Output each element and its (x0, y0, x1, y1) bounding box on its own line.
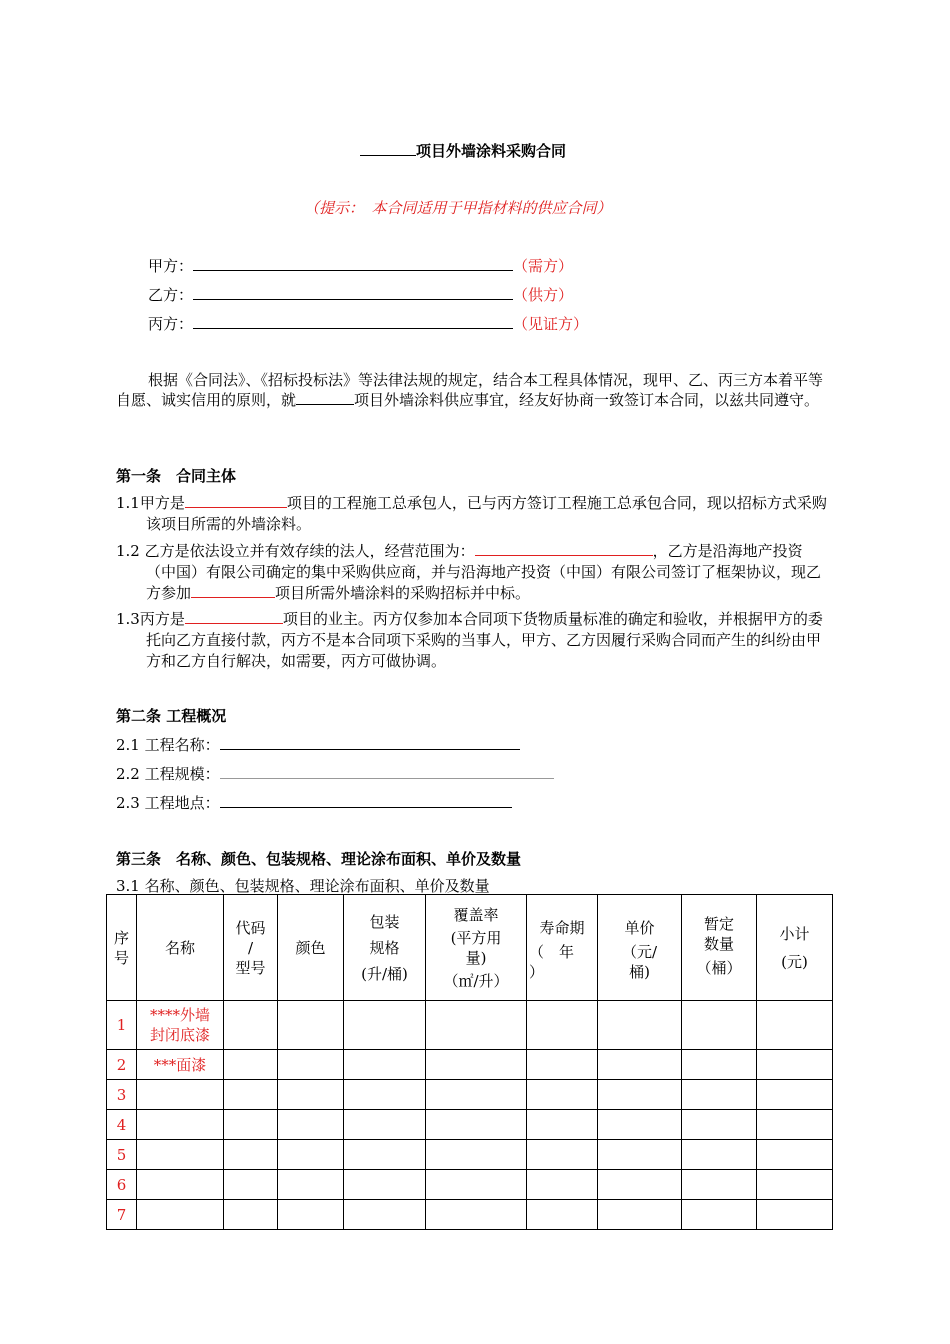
project-scale-label: 2.2 工程规模： (116, 765, 220, 783)
row-color[interactable] (278, 1200, 344, 1230)
row-seq: 2 (107, 1050, 137, 1080)
party-b-label: 乙方： (148, 286, 194, 304)
clause-1-1-pre: 1.1甲方是 (116, 494, 185, 512)
row-lifespan[interactable] (527, 1200, 598, 1230)
row-quantity[interactable] (682, 1170, 757, 1200)
row-name[interactable]: ****外墙封闭底漆 (137, 1001, 224, 1050)
header-lifespan: 寿命期 （ 年 ） (527, 895, 598, 1001)
party-a-field[interactable] (193, 270, 513, 271)
row-unit-price[interactable] (598, 1110, 682, 1140)
row-code[interactable] (224, 1200, 278, 1230)
row-coverage[interactable] (426, 1001, 527, 1050)
article2-heading: 第二条 工程概况 (116, 707, 227, 725)
project-location-row (116, 792, 512, 813)
row-name[interactable]: ***面漆 (137, 1050, 224, 1080)
table-row (107, 1080, 833, 1110)
clause-1-3 (116, 609, 832, 672)
project-scale-field[interactable] (220, 778, 554, 779)
row-seq: 4 (107, 1110, 137, 1140)
row-unit-price[interactable] (598, 1200, 682, 1230)
row-package[interactable] (344, 1080, 426, 1110)
title-text: 项目外墙涂料采购合同 (416, 142, 567, 160)
table-row (107, 1200, 833, 1230)
row-unit-price[interactable] (598, 1080, 682, 1110)
project-location-label: 2.3 工程地点： (116, 794, 220, 812)
clause-1-3-post: 项目的业主。丙方仅参加本合同项下货物质量标准的确定和验收，并根据甲方的委托向乙方直接付款，丙方不是本合同项下采购的当事人，甲方、乙方因履行采购合同而产生的纠纷由甲方和乙方自行解决，如需要，丙方可做协调。 (146, 610, 823, 670)
header-quantity: 暂定 数量 （桶） (682, 895, 757, 1001)
row-quantity[interactable] (682, 1050, 757, 1080)
row-package[interactable] (344, 1170, 426, 1200)
clause-1-2-mid: ，乙方是沿海地产投资（中国）有限公司确定的集中采购供应商，并与沿海地产投资（中国）有限公司签订了框架协议，现乙方参加 (146, 542, 822, 602)
row-coverage[interactable] (426, 1170, 527, 1200)
row-seq: 1 (107, 1001, 137, 1050)
party-c-field[interactable] (193, 328, 513, 329)
party-b (148, 284, 573, 305)
row-color[interactable] (278, 1170, 344, 1200)
row-subtotal[interactable] (757, 1170, 833, 1200)
row-color[interactable] (278, 1140, 344, 1170)
party-a-role: （需方） (513, 257, 574, 275)
row-quantity[interactable] (682, 1200, 757, 1230)
row-name[interactable] (137, 1170, 224, 1200)
party-b-role: （供方） (513, 286, 574, 304)
row-coverage[interactable] (426, 1200, 527, 1230)
row-coverage[interactable] (426, 1050, 527, 1080)
row-seq: 7 (107, 1200, 137, 1230)
row-subtotal[interactable] (757, 1050, 833, 1080)
header-coverage: 覆盖率 (平方用量) （㎡/升） (426, 895, 527, 1001)
row-coverage[interactable] (426, 1080, 527, 1110)
header-name: 名称 (137, 895, 224, 1001)
hint-note: （提示： 本合同适用于甲指材料的供应合同） (304, 199, 612, 217)
table-row (107, 1110, 833, 1140)
table-row (107, 1001, 833, 1050)
row-unit-price[interactable] (598, 1170, 682, 1200)
table-header-row (107, 895, 833, 1001)
row-subtotal[interactable] (757, 1140, 833, 1170)
row-code[interactable] (224, 1050, 278, 1080)
clause-1-1-blank[interactable] (185, 507, 287, 508)
row-name[interactable] (137, 1080, 224, 1110)
preamble-project-blank[interactable] (296, 404, 354, 405)
row-name[interactable] (137, 1200, 224, 1230)
table-row (107, 1050, 833, 1080)
row-lifespan[interactable] (527, 1140, 598, 1170)
row-coverage[interactable] (426, 1110, 527, 1140)
row-code[interactable] (224, 1080, 278, 1110)
materials-table (106, 894, 833, 1230)
article3-heading: 第三条 名称、颜色、包装规格、理论涂布面积、单价及数量 (116, 850, 522, 868)
project-name-field[interactable] (220, 749, 520, 750)
preamble-part1: 根据《合同法》、《招标投标法》等法律法规的规定，结合本工程具体情况，现甲、乙、丙三方本着平等自愿、诚实信用的原则，就 (116, 371, 824, 409)
row-package[interactable] (344, 1050, 426, 1080)
row-quantity[interactable] (682, 1001, 757, 1050)
row-seq: 5 (107, 1140, 137, 1170)
row-package[interactable] (344, 1140, 426, 1170)
preamble-part2: 项目外墙涂料供应事宜，经友好协商一致签订本合同，以兹共同遵守。 (354, 391, 820, 409)
row-color[interactable] (278, 1110, 344, 1140)
row-subtotal[interactable] (757, 1110, 833, 1140)
clause-1-2-project-blank[interactable] (191, 597, 275, 598)
table-row (107, 1140, 833, 1170)
project-name-row (116, 734, 520, 755)
article3-sub: 3.1 名称、颜色、包装规格、理论涂布面积、单价及数量 (116, 877, 490, 895)
party-c-role: （见证方） (513, 315, 589, 333)
party-a (148, 255, 573, 276)
header-package: 包装 规格 (升/桶) (344, 895, 426, 1001)
row-code[interactable] (224, 1140, 278, 1170)
party-a-label: 甲方： (148, 257, 194, 275)
row-seq: 6 (107, 1170, 137, 1200)
row-lifespan[interactable] (527, 1080, 598, 1110)
row-seq: 3 (107, 1080, 137, 1110)
clause-1-2-pre: 1.2 乙方是依法设立并有效存续的法人，经营范围为： (116, 542, 475, 560)
row-subtotal[interactable] (757, 1080, 833, 1110)
row-subtotal[interactable] (757, 1200, 833, 1230)
row-lifespan[interactable] (527, 1170, 598, 1200)
row-code[interactable] (224, 1110, 278, 1140)
header-seq: 序号 (107, 895, 137, 1001)
row-lifespan[interactable] (527, 1001, 598, 1050)
row-code[interactable] (224, 1170, 278, 1200)
clause-1-3-blank[interactable] (185, 623, 283, 624)
row-subtotal[interactable] (757, 1001, 833, 1050)
party-c-label: 丙方： (148, 315, 194, 333)
row-unit-price[interactable] (598, 1001, 682, 1050)
clause-1-1 (116, 493, 832, 535)
row-coverage[interactable] (426, 1140, 527, 1170)
header-unit-price: 单价 （元/ 桶) (598, 895, 682, 1001)
project-name-label: 2.1 工程名称： (116, 736, 220, 754)
row-package[interactable] (344, 1110, 426, 1140)
party-b-field[interactable] (193, 299, 513, 300)
row-package[interactable] (344, 1200, 426, 1230)
project-scale-row (116, 763, 554, 784)
clause-1-2-post: 项目所需外墙涂料的采购招标并中标。 (275, 584, 531, 602)
row-quantity[interactable] (682, 1110, 757, 1140)
clause-1-2-scope-blank[interactable] (475, 555, 653, 556)
header-code: 代码 / 型号 (224, 895, 278, 1001)
project-location-field[interactable] (220, 807, 512, 808)
clause-1-2 (116, 541, 832, 604)
row-unit-price[interactable] (598, 1140, 682, 1170)
row-lifespan[interactable] (527, 1110, 598, 1140)
header-subtotal: 小计 (元) (757, 895, 833, 1001)
clause-1-3-pre: 1.3丙方是 (116, 610, 185, 628)
row-color[interactable] (278, 1080, 344, 1110)
row-color[interactable] (278, 1050, 344, 1080)
page-title (360, 140, 566, 161)
table-row (107, 1170, 833, 1200)
row-code[interactable] (224, 1001, 278, 1050)
row-quantity[interactable] (682, 1140, 757, 1170)
row-name[interactable] (137, 1110, 224, 1140)
title-blank[interactable] (360, 155, 416, 156)
row-color[interactable] (278, 1001, 344, 1050)
row-lifespan[interactable] (527, 1050, 598, 1080)
row-name[interactable] (137, 1140, 224, 1170)
clause-1-1-post: 项目的工程施工总承包人，已与丙方签订工程施工总承包合同，现以招标方式采购该项目所需的外墙涂料。 (146, 494, 827, 533)
party-c (148, 313, 588, 334)
row-quantity[interactable] (682, 1080, 757, 1110)
header-color: 颜色 (278, 895, 344, 1001)
row-unit-price[interactable] (598, 1050, 682, 1080)
preamble (116, 370, 832, 410)
article1-heading: 第一条 合同主体 (116, 467, 237, 485)
row-package[interactable] (344, 1001, 426, 1050)
